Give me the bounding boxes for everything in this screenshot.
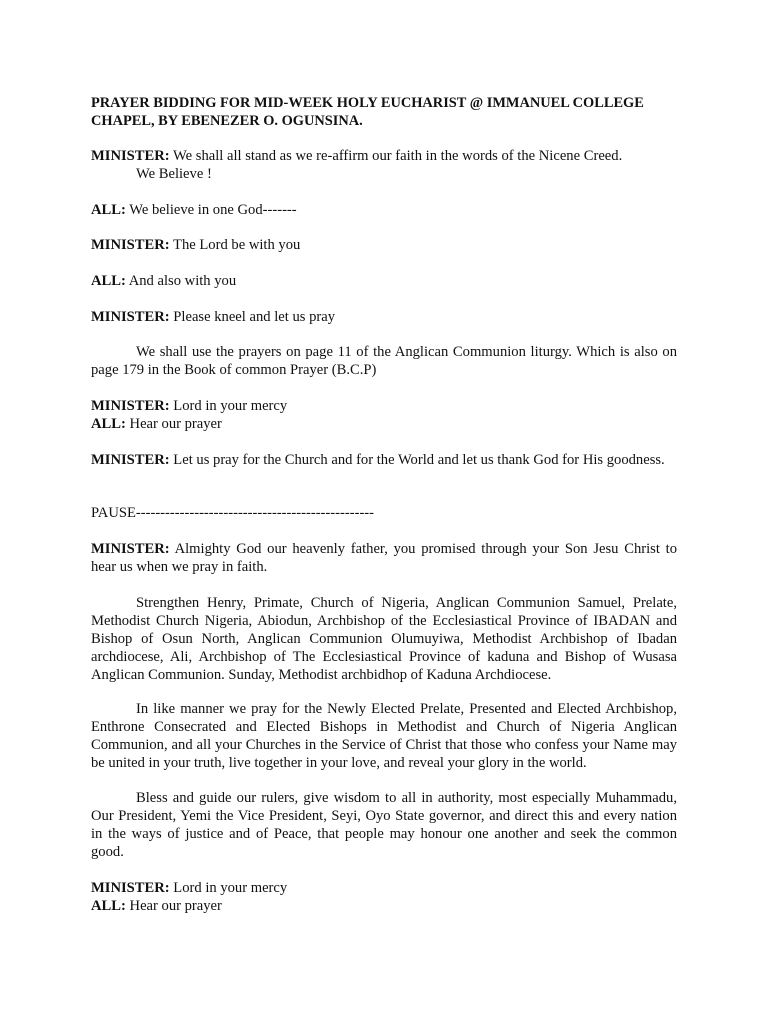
paragraph-liturgy-page: We shall use the prayers on page 11 of the Anglican Communion liturgy. Which is also on page 179 in the Book of common Prayer (B.C.P) <box>91 344 677 378</box>
paragraph-bless-rulers: Bless and guide our rulers, give wisdom to all in authority, most especially Muhammadu, Our President, Yemi the Vice President, Seyi, Oyo State governor, and direct this and every nation in the ways of justice and of Peace, that people may honour one another and seek the common good. <box>91 790 677 860</box>
paragraph-in-like-manner: In like manner we pray for the Newly Elected Prelate, Presented and Elected Archbishop, Enthrone Consecrated and Elected Bishops in Methodist and Church of Nigeria Anglican Communion, and all your Churches in the Service of Christ that those who confess your Name may be united in your truth, live together in your love, and reveal your glory in the world. <box>91 701 677 771</box>
dialogue-text: And also with you <box>125 273 237 289</box>
speaker-label: MINISTER: <box>91 398 170 414</box>
speaker-label: MINISTER: <box>91 452 170 468</box>
speaker-label: MINISTER: <box>91 541 170 557</box>
speaker-label: ALL: <box>91 202 126 218</box>
speaker-label: MINISTER: <box>91 880 170 896</box>
pause-line: PAUSE------------------------------------------------- <box>91 505 375 521</box>
dialogue-all-also <box>91 272 677 290</box>
speaker-label: MINISTER: <box>91 148 170 164</box>
dialogue-text: We believe in one God------- <box>125 202 297 218</box>
dialogue-mercy-2 <box>91 879 677 915</box>
speaker-label: ALL: <box>91 898 126 914</box>
dialogue-continuation: We Believe ! <box>136 166 212 182</box>
dialogue-text: Lord in your mercy <box>169 880 288 896</box>
speaker-label: MINISTER: <box>91 237 170 253</box>
dialogue-text: Hear our prayer <box>125 416 222 432</box>
dialogue-text: Hear our prayer <box>125 898 222 914</box>
dialogue-text: Almighty God our heavenly father, you promised through your Son Jesu Christ to hear us when we pray in faith. <box>91 541 677 575</box>
dialogue-text: Lord in your mercy <box>169 398 288 414</box>
speaker-label: ALL: <box>91 273 126 289</box>
dialogue-text: We shall all stand as we re-affirm our faith in the words of the Nicene Creed. <box>169 148 623 164</box>
paragraph-strengthen: Strengthen Henry, Primate, Church of Nigeria, Anglican Communion Samuel, Prelate, Methodist Church Nigeria, Abiodun, Archbishop of the Ecclesiastical Province of IBADAN and Bishop of Osun North, Anglican Communion Olumuyiwa, Methodist Archbishop of Ibadan archdiocese, Ali, Archbishop of The Ecclesiastical Province of kaduna and Bishop of Wusasa Anglican Communion. Sunday, Methodist archbidhop of Kaduna Archdiocese. <box>91 595 677 683</box>
dialogue-minister-almighty <box>91 540 677 576</box>
dialogue-text: Please kneel and let us pray <box>169 309 335 325</box>
document-title: PRAYER BIDDING FOR MID-WEEK HOLY EUCHARIST @ IMMANUEL COLLEGE CHAPEL, BY EBENEZER O. OGUNSINA. <box>91 95 644 129</box>
dialogue-minister-creed <box>91 147 677 183</box>
speaker-label: MINISTER: <box>91 309 170 325</box>
dialogue-minister-church-world <box>91 451 677 469</box>
dialogue-minister-kneel <box>91 308 677 326</box>
speaker-label: ALL: <box>91 416 126 432</box>
dialogue-text: The Lord be with you <box>169 237 301 253</box>
dialogue-mercy-1 <box>91 397 677 433</box>
dialogue-text: Let us pray for the Church and for the World and let us thank God for His goodness. <box>169 452 665 468</box>
dialogue-all-believe <box>91 201 677 219</box>
dialogue-minister-lord <box>91 236 677 254</box>
